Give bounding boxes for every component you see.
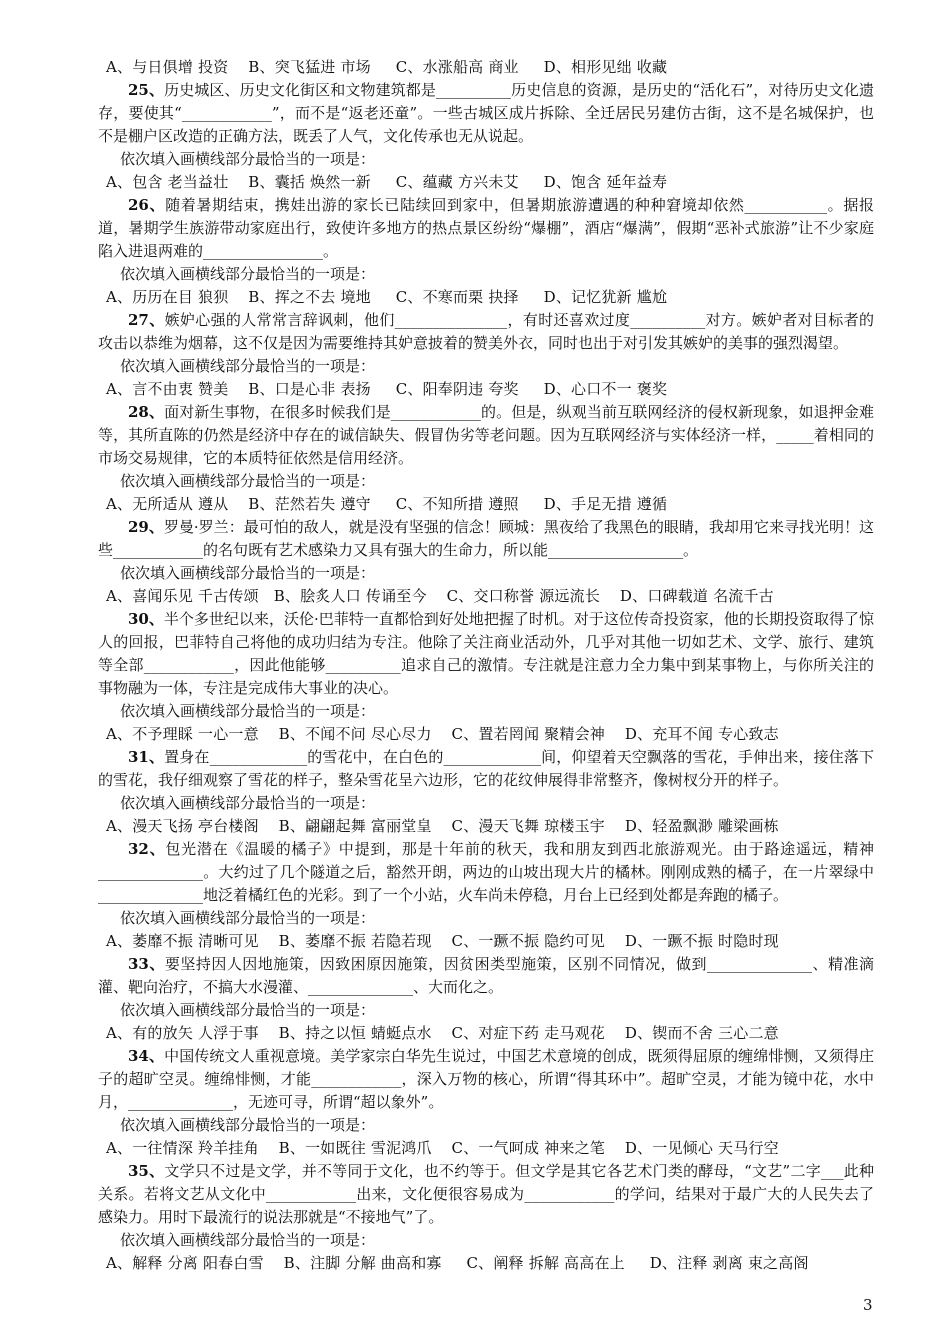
question-number: 35、 (128, 1162, 165, 1180)
question-text: 要坚持因人因地施策，因致困原因施策，因贫困类型施策，区别不同情况，做到______________、精准滴灌、靶向治疗，不搞大水漫灌、______________、大而化之。 (98, 955, 874, 996)
question-text: 面对新生事物，在很多时候我们是____________的。但是，纵观当前互联网经济的侵权新现象，如退押金难等，其所直陈的仍然是经济中存在的诚信缺失、假冒伪劣等老问题。因为互联网经济与实体经济一样，_____着相同的市场交易规律，它的本质特征依然是信用经济。 (98, 403, 875, 467)
question-prompt: 依次填入画横线部分最恰当的一项是： (120, 265, 376, 283)
question-prompt: 依次填入画横线部分最恰当的一项是： (120, 702, 376, 720)
question-stem (98, 309, 874, 355)
answer-options: A、一往情深 羚羊挂角 B、一如既往 雪泥鸿爪 C、一气呵成 神来之笔 D、一见倾心 天马行空 (106, 1139, 779, 1157)
question-stem (98, 516, 874, 562)
answer-options: A、包含 老当益壮 B、囊括 焕然一新 C、蕴藏 方兴未艾 D、饱含 延年益寿 (106, 173, 668, 191)
question-text: 中国传统文人重视意境。美学家宗白华先生说过，中国艺术意境的创成，既须得屈原的缠绵悱恻，又须得庄子的超旷空灵。缠绵悱恻，才能____________，深入万物的核心，所谓“得其环中”。超旷空灵，才能为镜中花，水中月，______________，无迹可寻，所谓“超以象外”。 (98, 1047, 874, 1111)
question-number: 25、 (128, 81, 165, 99)
question-prompt: 依次填入画横线部分最恰当的一项是： (120, 1231, 376, 1249)
question-prompt: 依次填入画横线部分最恰当的一项是： (120, 357, 376, 375)
question-text: 包光潜在《温暖的橘子》中提到，那是十年前的秋天，我和朋友到西北旅游观光。由于路途遥远，精神______________。大约过了几个隧道之后，豁然开朗，两边的山坡出现大片的橘林。刚刚成熟的橘子，在一片翠绿中______________地泛着橘红色的光彩。到了一个小站，火车尚未停稳，月台上已经到处都是奔跑的橘子。 (98, 840, 874, 904)
page-number: 3 (863, 1296, 873, 1314)
question-number: 27、 (128, 311, 165, 329)
question-stem (98, 1160, 874, 1229)
question-prompt: 依次填入画横线部分最恰当的一项是： (120, 794, 376, 812)
question-stem (98, 1045, 874, 1114)
answer-options: A、萎靡不振 清晰可见 B、萎靡不振 若隐若现 C、一蹶不振 隐约可见 D、一蹶不振 时隐时现 (106, 932, 779, 950)
question-prompt: 依次填入画横线部分最恰当的一项是： (120, 1116, 376, 1134)
question-stem (98, 194, 874, 263)
question-text: 历史城区、历史文化街区和文物建筑都是__________历史信息的资源，是历史的“活化石”，对待历史文化遗存，要使其“____________”，而不是“返老还童”。一些古城区成片拆除、全迁居民另建仿古街，这不是名城保护，也不是棚户区改造的正确方法，既丢了人气，文化传承也无从说起。 (98, 81, 875, 145)
answer-options: A、漫天飞扬 亭台楼阁 B、翩翩起舞 富丽堂皇 C、漫天飞舞 琼楼玉宇 D、轻盈飘渺 雕梁画栋 (106, 817, 779, 835)
question-text: 置身在_____________的雪花中，在白色的_____________间，仰望着天空飘落的雪花，手伸出来，接住落下的雪花，我仔细观察了雪花的样子，整朵雪花呈六边形，它的花纹伸展得非常整齐，像树杈分开的样子。 (98, 748, 874, 789)
question-prompt: 依次填入画横线部分最恰当的一项是： (120, 909, 376, 927)
answer-options: A、无所适从 遵从 B、茫然若失 遵守 C、不知所措 遵照 D、手足无措 遵循 (106, 495, 668, 513)
question-number: 32、 (128, 840, 166, 858)
answer-options: A、不予理睬 一心一意 B、不闻不问 尽心尽力 C、置若罔闻 聚精会神 D、充耳不闻 专心致志 (106, 725, 779, 743)
answer-options: A、有的放矢 人浮于事 B、持之以恒 蜻蜓点水 C、对症下药 走马观花 D、锲而不舍 三心二意 (106, 1024, 779, 1042)
question-number: 29、 (128, 518, 164, 536)
document-body (98, 56, 874, 1275)
question-prompt: 依次填入画横线部分最恰当的一项是： (120, 472, 376, 490)
question-prompt: 依次填入画横线部分最恰当的一项是： (120, 564, 376, 582)
question-stem (98, 608, 874, 700)
question-text: 半个多世纪以来，沃伦·巴菲特一直都恰到好处地把握了时机。对于这位传奇投资家，他的长期投资取得了惊人的回报，巴菲特自己将他的成功归结为专注。他除了关注商业活动外，几乎对其他一切如艺术、文学、旅行、建筑等全部____________，因此他能够__________追求自己的激情。专注就是注意力全力集中到某事物上，与你所关注的事物融为一体，专注是完成伟大事业的决心。 (98, 610, 874, 697)
question-text: 文学只不过是文学，并不等同于文化，也不约等于。但文学是其它各艺术门类的酵母，“文艺”二字___此种关系。若将文艺从文化中____________出来，文化便很容易成为____________的学问，结果对于最广大的人民失去了感染力。用时下最流行的说法那就是“不接地气”了。 (98, 1162, 875, 1226)
question-text: 随着暑期结束，携娃出游的家长已陆续回到家中，但暑期旅游遭遇的种种窘境却依然___________。据报道，暑期学生族游带动家庭出行，致使许多地方的热点景区纷纷“爆棚”，酒店“爆满”，假期“恶补式旅游”让不少家庭陷入进退两难的________________。 (98, 196, 875, 260)
question-number: 33、 (128, 955, 165, 973)
question-number: 28、 (128, 403, 165, 421)
question-prompt: 依次填入画横线部分最恰当的一项是： (120, 1001, 376, 1019)
question-text: 罗曼·罗兰：最可怕的敌人，就是没有坚强的信念！顾城：黑夜给了我黑色的眼睛，我却用它来寻找光明！这些____________的名句既有艺术感染力又具有强大的生命力，所以能__________________。 (98, 518, 874, 559)
question-number: 34、 (128, 1047, 165, 1065)
question-number: 31、 (128, 748, 165, 766)
answer-options: A、历历在目 狼狈 B、挥之不去 境地 C、不寒而栗 抉择 D、记忆犹新 尴尬 (106, 288, 668, 306)
question-text: 嫉妒心强的人常常言辞讽刺，他们_______________，有时还喜欢过度__________对方。嫉妒者对目标者的攻击以恭维为烟幕，这不仅是因为需要维持其妒意披着的赞美外衣，同时也出于对引发其嫉妒的美事的强烈渴望。 (98, 311, 874, 352)
question-stem (98, 401, 874, 470)
question-stem (98, 79, 874, 148)
question-number: 26、 (128, 196, 166, 214)
answer-options: A、与日俱增 投资 B、突飞猛进 市场 C、水涨船高 商业 D、相形见绌 收藏 (106, 58, 668, 76)
question-stem (98, 746, 874, 792)
question-prompt: 依次填入画横线部分最恰当的一项是： (120, 150, 376, 168)
question-number: 30、 (128, 610, 164, 628)
question-stem (98, 838, 874, 907)
answer-options: A、言不由衷 赞美 B、口是心非 表扬 C、阳奉阴违 夸奖 D、心口不一 褒奖 (106, 380, 668, 398)
answer-options: A、解释 分离 阳春白雪 B、注脚 分解 曲高和寡 C、阐释 拆解 高高在上 D、注释 剥离 束之高阁 (106, 1254, 809, 1272)
question-stem (98, 953, 874, 999)
answer-options: A、喜闻乐见 千古传颂 B、脍炙人口 传诵至今 C、交口称誉 源远流长 D、口碑载道 名流千古 (106, 587, 774, 605)
